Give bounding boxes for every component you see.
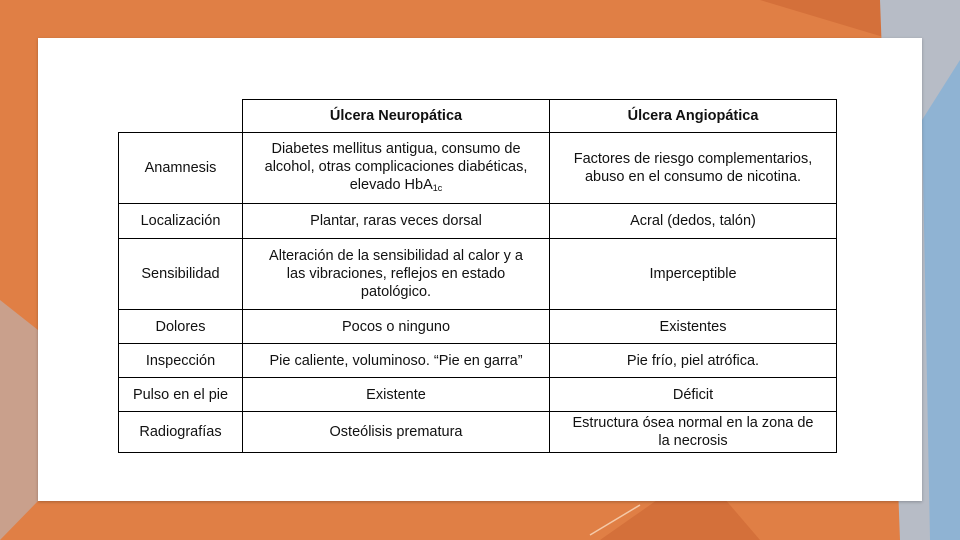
neuro-cell: Plantar, raras veces dorsal [243,204,550,239]
neuro-cell: Alteración de la sensibilidad al calor y a las vibraciones, reflejos en estado patológico. [243,239,550,310]
angio-cell: Factores de riesgo complementarios, abuso en el consumo de nicotina. [550,133,837,204]
row-label: Radiografías [119,412,243,453]
header-neuropathic: Úlcera Neuropática [243,100,550,133]
angio-cell: Pie frío, piel atrófica. [550,344,837,378]
table-row [119,204,837,239]
row-label: Pulso en el pie [119,378,243,412]
table-header-row [119,100,837,133]
header-angiopathic: Úlcera Angiopática [550,100,837,133]
neuro-cell: Pocos o ninguno [243,310,550,344]
angio-cell: Acral (dedos, talón) [550,204,837,239]
header-corner-cell [119,100,243,133]
row-label: Sensibilidad [119,239,243,310]
neuro-cell: Diabetes mellitus antigua, consumo de alcohol, otras complicaciones diabéticas, elevado HbA$_{1c}$ [243,133,550,204]
table-row [119,412,837,453]
angio-cell: Estructura ósea normal en la zona de la necrosis [550,412,837,453]
row-label: Localización [119,204,243,239]
neuro-cell: Existente [243,378,550,412]
slide-content-card [38,38,922,501]
table-row [119,239,837,310]
row-label: Anamnesis [119,133,243,204]
table-row [119,344,837,378]
row-label: Inspección [119,344,243,378]
angio-cell: Existentes [550,310,837,344]
comparison-table [118,99,837,453]
row-label: Dolores [119,310,243,344]
angio-cell: Déficit [550,378,837,412]
neuro-cell: Osteólisis prematura [243,412,550,453]
table-row [119,310,837,344]
table-row [119,133,837,204]
table-row [119,378,837,412]
neuro-cell: Pie caliente, voluminoso. “Pie en garra” [243,344,550,378]
angio-cell: Imperceptible [550,239,837,310]
